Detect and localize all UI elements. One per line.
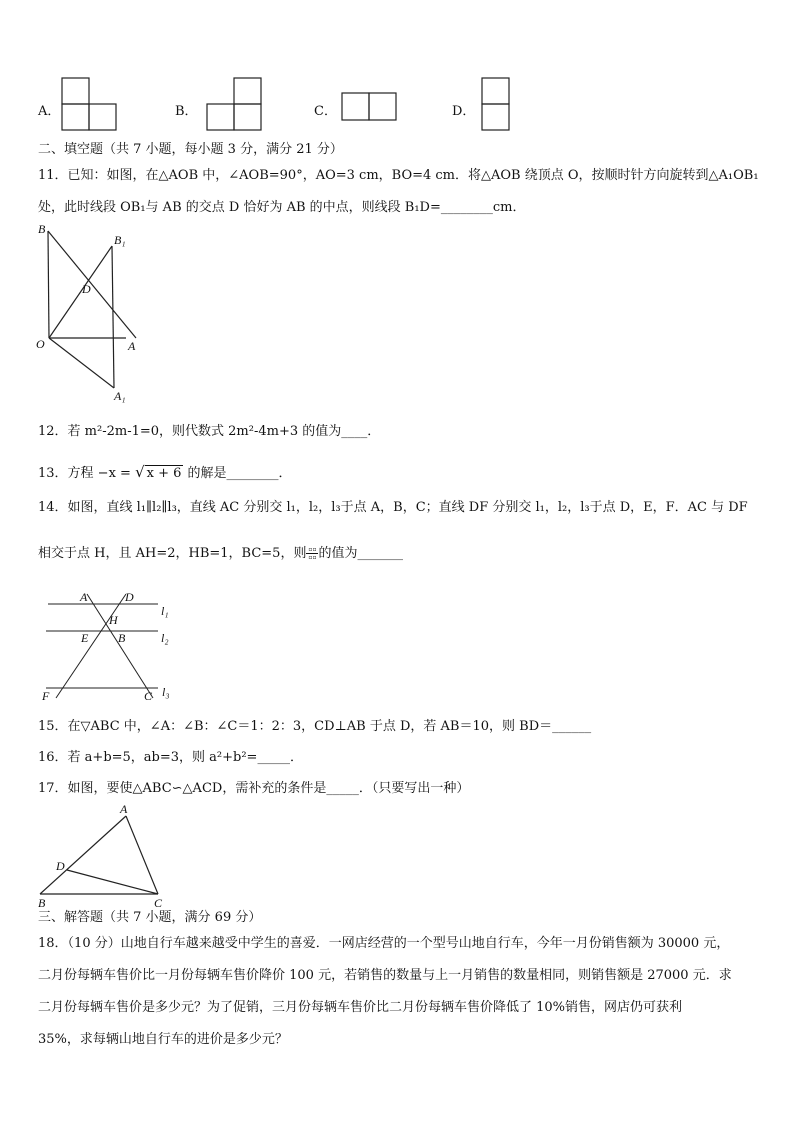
- option-d-label: D．: [452, 104, 476, 119]
- option-b-label: B．: [175, 104, 198, 119]
- q15-text: 15．在▽ABC 中，∠A：∠B：∠C＝1：2：3，CD⊥AB 于点 D，若 AB＝10，则 BD＝______: [38, 719, 592, 734]
- q14-label-l2: l₂: [161, 631, 169, 645]
- q17-text: 17．如图，要使△ABC∽△ACD，需补充的条件是_____．（只要写出一种）: [38, 781, 470, 796]
- q14-fraction-placeholder: ▫▫ ▫▫: [308, 546, 317, 561]
- q11-label-b: B: [38, 222, 46, 236]
- section-2-heading: 二、填空题（共 7 小题，每小题 3 分，满分 21 分）: [38, 142, 343, 157]
- q14-figure: [36, 586, 186, 706]
- q13-radicand: x + 6: [146, 466, 182, 481]
- q13-suffix: 的解是________．: [183, 466, 292, 481]
- q14-label-a: A: [80, 590, 88, 604]
- q14-label-l1: l₁: [161, 604, 169, 618]
- q18-line-2: 二月份每辆车售价比一月份每辆车售价降价 100 元，若销售的数量与上一月销售的数量相同，则销售额是 27000 元．求: [38, 968, 732, 983]
- q14-label-f: F: [42, 689, 50, 703]
- q14-label-l3: l₃: [162, 685, 170, 699]
- q18-line-4: 35%，求每辆山地自行车的进价是多少元？: [38, 1032, 288, 1047]
- q12-text: 12．若 m²-2m-1=0，则代数式 2m²-4m+3 的值为____．: [38, 424, 381, 439]
- option-a-figure: [60, 76, 118, 132]
- option-b-figure: [204, 76, 264, 132]
- q11-label-a1: A₁: [114, 389, 126, 403]
- option-c-figure: [340, 91, 398, 123]
- option-c-label: C．: [314, 104, 337, 119]
- q17-label-c: C: [154, 896, 163, 910]
- section-3-heading: 三、解答题（共 7 小题，满分 69 分）: [38, 910, 262, 925]
- q16-text: 16．若 a+b=5，ab=3，则 a²+b²=_____．: [38, 750, 303, 765]
- q11-label-a: A: [128, 339, 136, 353]
- q13-sqrt-icon: √: [135, 463, 145, 481]
- q17-label-b: B: [38, 896, 46, 910]
- q13-prefix: 13．方程 −x =: [38, 466, 136, 481]
- q13-text: [38, 463, 292, 483]
- q14-line-1: 14．如图，直线 l₁∥l₂∥l₃，直线 AC 分别交 l₁，l₂，l₃于点 A，B，C；直线 DF 分别交 l₁，l₂，l₃于点 D，E，F．AC 与 DF: [38, 500, 748, 515]
- q17-figure: [30, 802, 170, 910]
- q17-label-d: D: [56, 859, 65, 873]
- q11-line-2: 处，此时线段 OB₁与 AB 的交点 D 恰好为 AB 的中点，则线段 B₁D=________cm．: [38, 200, 526, 215]
- q18-line-3: 二月份每辆车售价是多少元？为了促销，三月份每辆车售价比二月份每辆车售价降低了 10%销售，网店仍可获利: [38, 1000, 683, 1015]
- q11-label-o: O: [36, 337, 45, 351]
- q14-line-2: [38, 545, 403, 563]
- q17-label-a: A: [120, 802, 128, 816]
- q14-line-2-b: 的值为_______: [318, 546, 403, 561]
- q14-label-e: E: [81, 631, 89, 645]
- option-a-label: A．: [38, 104, 61, 119]
- q11-figure: [30, 222, 142, 406]
- q14-label-c: C: [144, 689, 153, 703]
- q18-line-1: 18．（10 分）山地自行车越来越受中学生的喜爱．一网店经营的一个型号山地自行车，今年一月份销售额为 30000 元，: [38, 936, 730, 951]
- q14-line-2-a: 相交于点 H，且 AH=2，HB=1，BC=5，则: [38, 546, 307, 561]
- option-d-figure: [480, 76, 512, 132]
- q14-label-d: D: [125, 590, 134, 604]
- q14-label-h: H: [109, 613, 118, 627]
- q11-line-1: 11．已知：如图，在△AOB 中，∠AOB=90°，AO=3 cm，BO=4 cm．将△AOB 绕顶点 O，按顺时针方向旋转到△A₁OB₁: [38, 168, 759, 183]
- q14-label-b: B: [118, 631, 126, 645]
- q11-label-d: D: [82, 282, 91, 296]
- q11-label-b1: B₁: [114, 233, 126, 247]
